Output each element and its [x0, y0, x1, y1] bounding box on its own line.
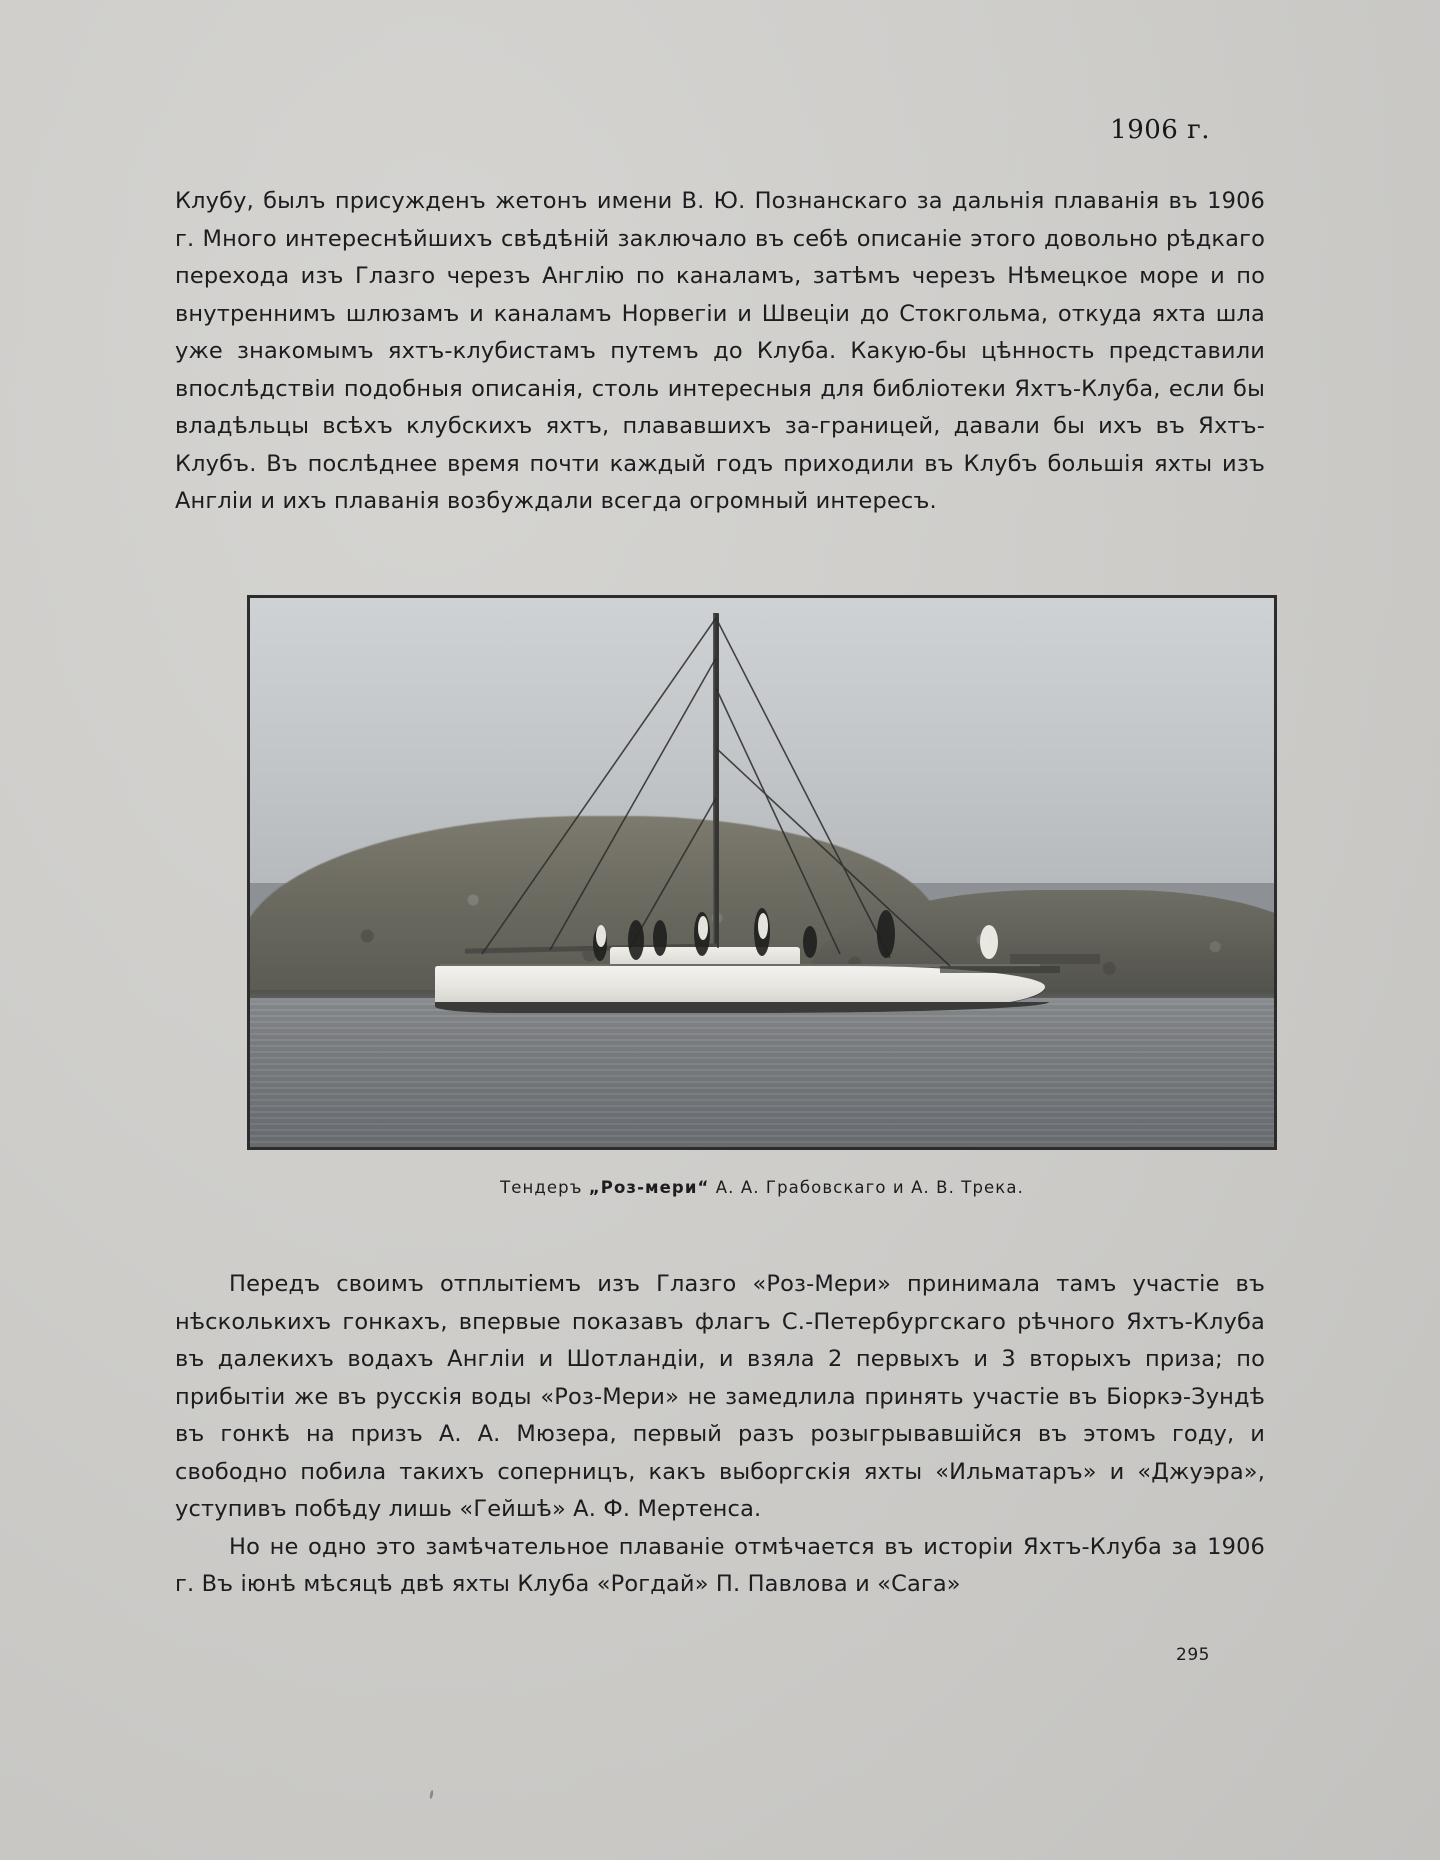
yacht-rigging: [250, 598, 1277, 1150]
caption-yacht-name: „Роз-мери“: [588, 1178, 710, 1197]
page-number: 295: [1176, 1645, 1210, 1665]
paragraph-top: Клубу, былъ присужденъ жетонъ имени В. Ю. Познанскаго за дальнія плаванія въ 1906 г. Много интереснѣйшихъ свѣдѣній заключало въ себѣ описаніе этого довольно рѣдкаго перехода изъ Глазго черезъ Англію по каналамъ, затѣмъ черезъ Нѣмецкое море и по внутреннимъ шлюзамъ и каналамъ Норвегіи и Швеціи до Стокгольма, откуда яхта шла уже знакомымъ яхтъ-клубистамъ путемъ до Клуба. Какую-бы цѣнность представили впослѣдствіи подобныя описанія, столь интересныя для библіотеки Яхтъ-Клуба, если бы владѣльцы всѣхъ клубскихъ яхтъ, плававшихъ за-границей, давали бы ихъ въ Яхтъ-Клубъ. Въ послѣднее время почти каждый годъ приходили въ Клубъ большія яхты изъ Англіи и ихъ плаванія возбуждали всегда огромный интересъ.: [175, 188, 1265, 514]
photograph: [247, 595, 1277, 1150]
paragraph-bottom-2: Но не одно это замѣчательное плаваніе отмѣчается въ исторіи Яхтъ-Клуба за 1906 г. Въ іюнѣ мѣсяцѣ двѣ яхты Клуба «Рогдай» П. Павлова и «Сага»: [175, 1533, 1265, 1597]
paragraph-bottom-1: Передъ своимъ отплытіемъ изъ Глазго «Роз-Мери» принимала тамъ участіе въ нѣсколькихъ гонкахъ, впервые показавъ флагъ С.-Петербургскаго рѣчного Яхтъ-Клуба въ далекихъ водахъ Англіи и Шотландіи, и взяла 2 первыхъ и 3 вторыхъ приза; по прибытіи же въ русскія воды «Роз-Мери» не замедлила принять участіе въ Біоркэ-Зундѣ въ гонкѣ на призъ А. А. Мюзера, первый разъ розыгрывавшійся въ этомъ году, и свободно побила такихъ соперницъ, какъ выборгскія яхты «Ильматаръ» и «Джуэра», уступивъ побѣду лишь «Гейшѣ» А. Ф. Мертенса.: [175, 1271, 1265, 1522]
caption-suffix: А. А. Грабовскаго и А. В. Трека.: [709, 1178, 1024, 1197]
running-head-year: 1906 г.: [1110, 115, 1210, 145]
paragraph-bottom-block: [175, 1266, 1265, 1604]
paragraph-top-block: [175, 183, 1265, 521]
caption-prefix: Тендеръ: [500, 1178, 589, 1197]
figure-yacht: [247, 595, 1277, 1197]
figure-caption: [247, 1178, 1277, 1197]
page-content: [175, 0, 1265, 1860]
